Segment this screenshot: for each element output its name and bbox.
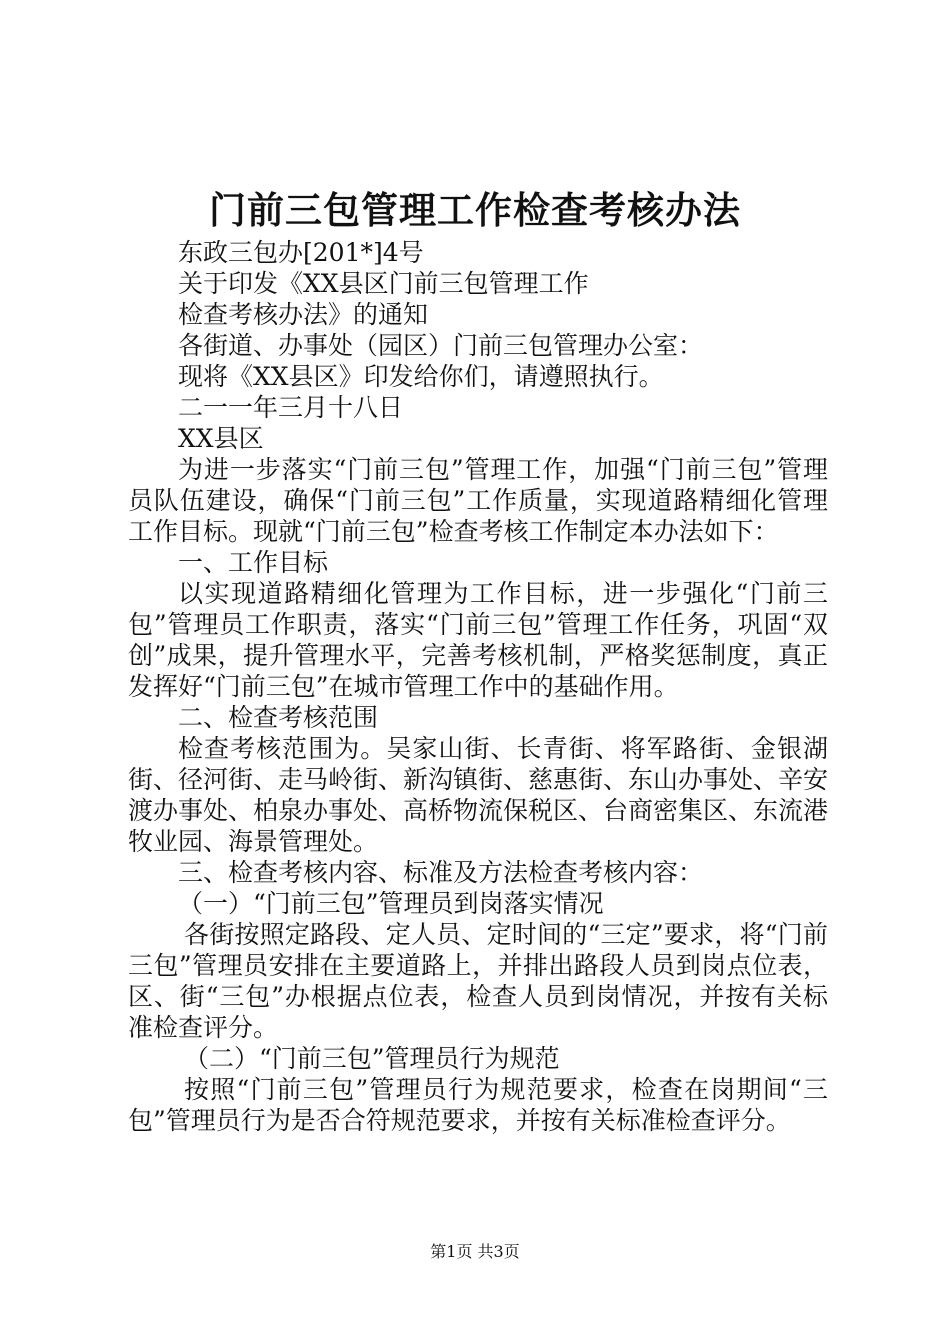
- document-title: 门前三包管理工作检查考核办法: [209, 188, 741, 232]
- issuer: XX县区: [178, 424, 264, 453]
- notice-date: 二一一年三月十八日: [178, 393, 404, 422]
- subsection-2-paragraph: 按照“门前三包”管理员行为规范要求，检查在岗期间“三包”管理员行为是否合符规范要求，并按有关标准检查评分。: [128, 1075, 828, 1135]
- section-3-heading: 三、检查考核内容、标准及方法检查考核内容：: [178, 858, 704, 887]
- page-footer: 第1页 共3页: [430, 1242, 520, 1261]
- section-2-paragraph: 检查考核范围为。吴家山街、长青街、将军路街、金银湖街、径河街、走马岭街、新沟镇街、慈惠街、东山办事处、辛安渡办事处、柏泉办事处、高桥物流保税区、台商密集区、东流港牧业园、海景管理处。: [128, 734, 829, 856]
- subsection-2-heading: （二）“门前三包”管理员行为规范: [184, 1044, 560, 1073]
- section-1-paragraph: 以实现道路精细化管理为工作目标，进一步强化“门前三包”管理员工作职责，落实“门前三包”管理工作任务，巩固“双创”成果，提升管理水平，完善考核机制，严格奖惩制度，真正发挥好“门前三包”在城市管理工作中的基础作用。: [128, 579, 828, 701]
- document-body: [128, 237, 828, 1136]
- intro-paragraph: 为进一步落实“门前三包”管理工作，加强“门前三包”管理员队伍建设，确保“门前三包”工作质量，实现道路精细化管理工作目标。现就“门前三包”检查考核工作制定本办法如下：: [128, 455, 828, 546]
- notice-title-line-1: 关于印发《XX县区门前三包管理工作: [178, 269, 589, 298]
- section-2-heading: 二、检查考核范围: [178, 703, 379, 732]
- document-number: 东政三包办[201*]4号: [178, 238, 424, 267]
- section-1-heading: 一、工作目标: [178, 548, 329, 577]
- subsection-1-paragraph: 各街按照定路段、定人员、定时间的“三定”要求，将“门前三包”管理员安排在主要道路上，并排出路段人员到岗点位表，区、街“三包”办根据点位表，检查人员到岗情况，并按有关标准检查评分。: [128, 920, 828, 1042]
- subsection-1-heading: （一）“门前三包”管理员到岗落实情况: [178, 889, 604, 918]
- notice-title-line-2: 检查考核办法》的通知: [178, 300, 429, 329]
- recipients: 各街道、办事处（园区）门前三包管理办公室：: [178, 331, 704, 360]
- notice-body: 现将《XX县区》印发给你们，请遵照执行。: [178, 362, 664, 391]
